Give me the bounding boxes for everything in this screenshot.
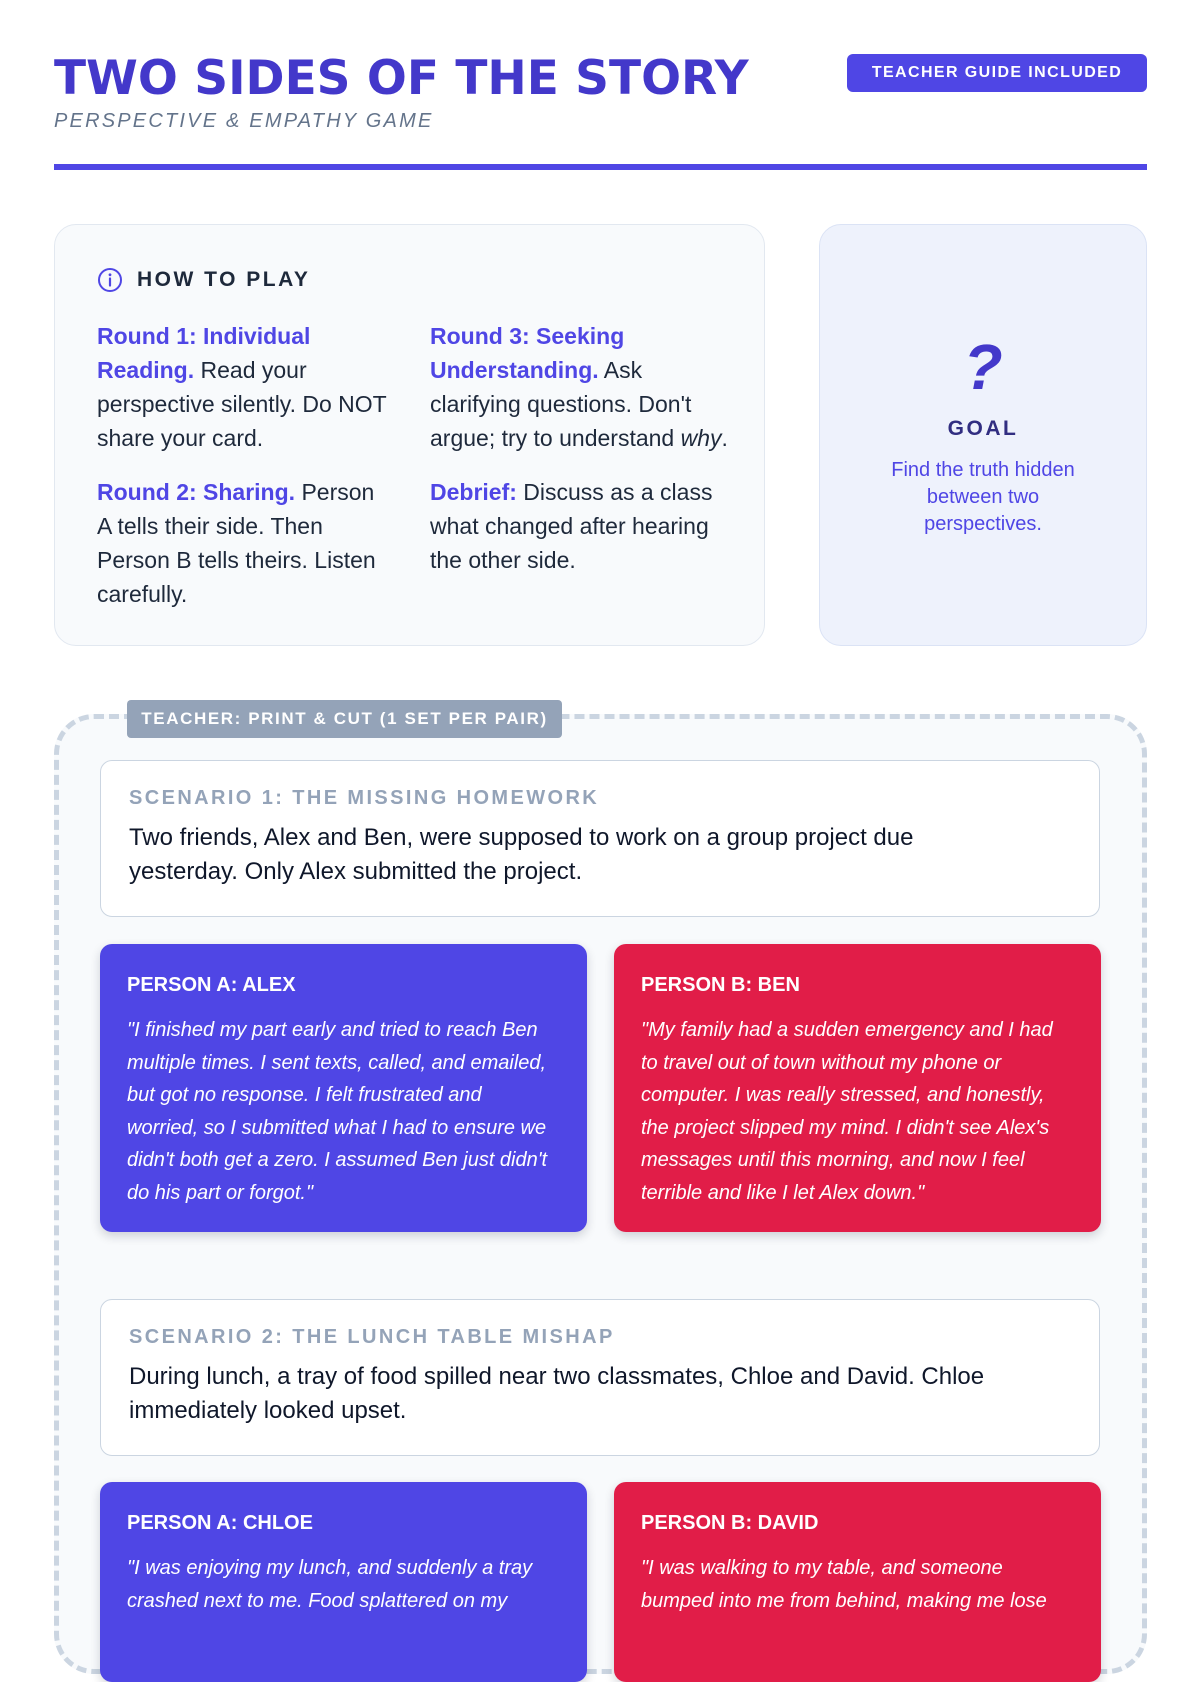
person-a-card	[100, 1482, 587, 1682]
rule-round-3	[430, 319, 730, 455]
person-label: PERSON B: DAVID	[641, 1512, 819, 1534]
header	[54, 50, 1147, 170]
rule-debrief	[430, 475, 730, 577]
rules-column-left	[97, 319, 393, 631]
person-quote: "I was enjoying my lunch, and suddenly a tray crashed next to me. Food splattered on my	[127, 1557, 533, 1612]
how-to-play-title: HOW TO PLAY	[137, 268, 311, 291]
rule-text: Person A tells their side. Then Person B tells theirs. Listen carefully.	[97, 479, 376, 607]
goal-text: Find the truth hidden between two perspectives.	[891, 459, 1075, 535]
page-subtitle: PERSPECTIVE & EMPATHY GAME	[54, 110, 434, 132]
goal-label: GOAL	[947, 417, 1019, 440]
scenario-label: SCENARIO 2: THE LUNCH TABLE MISHAP	[129, 1326, 615, 1348]
rule-heading: Round 3: Seeking Understanding.	[430, 323, 625, 383]
rule-heading: Round 1: Individual Reading.	[97, 323, 311, 383]
rule-text: Read your perspective silently. Do NOT share your card.	[97, 357, 387, 451]
teacher-guide-badge: TEACHER GUIDE INCLUDED	[847, 54, 1147, 92]
print-cut-tab: TEACHER: PRINT & CUT (1 SET PER PAIR)	[127, 700, 562, 738]
person-quote: "I finished my part early and tried to reach Ben multiple times. I sent texts, called, and emailed, but got no response. I felt frustrated and worried, so I submitted what I had to ensure we didn't both get a zero. I assumed Ben just didn't do his part or forgot."	[127, 1019, 548, 1204]
scenario-card	[100, 760, 1100, 917]
scenario-label: SCENARIO 1: THE MISSING HOMEWORK	[129, 787, 600, 809]
rule-round-2	[97, 475, 393, 611]
rule-heading: Debrief:	[430, 479, 517, 505]
how-to-play-panel	[54, 224, 765, 646]
how-to-play-header	[97, 265, 310, 295]
rule-tail: .	[721, 425, 728, 451]
rule-text: Discuss as a class what changed after hearing the other side.	[430, 479, 713, 573]
rule-text: Ask clarifying questions. Don't argue; try to understand	[430, 357, 692, 451]
rule-round-1	[97, 319, 393, 455]
rules-column-right	[430, 319, 730, 597]
rule-emphasis: why	[680, 425, 722, 451]
scenario-text: During lunch, a tray of food spilled near two classmates, Chloe and David. Chloe immediately looked upset.	[129, 1363, 985, 1424]
scenario-card	[100, 1299, 1100, 1456]
question-mark-icon: ?	[963, 331, 1003, 403]
person-label: PERSON A: CHLOE	[127, 1512, 313, 1534]
person-quote: "My family had a sudden emergency and I had to travel out of town without my phone or computer. I was really stressed, and honestly, the project slipped my mind. I didn't see Alex's messages until this morning, and now I feel terrible and like I let Alex down."	[641, 1019, 1053, 1204]
person-label: PERSON A: ALEX	[127, 974, 296, 996]
person-label: PERSON B: BEN	[641, 974, 800, 996]
goal-panel	[819, 224, 1147, 646]
person-b-card	[614, 944, 1101, 1232]
scenario-text: Two friends, Alex and Ben, were supposed to work on a group project due yesterday. Only Alex submitted the project.	[129, 824, 914, 885]
rule-heading: Round 2: Sharing.	[97, 479, 296, 505]
person-a-card	[100, 944, 587, 1232]
info-icon	[97, 267, 123, 293]
person-quote: "I was walking to my table, and someone bumped into me from behind, making me lose	[641, 1557, 1047, 1612]
page-title: TWO SIDES OF THE STORY	[54, 51, 749, 106]
header-divider	[54, 164, 1147, 170]
person-b-card	[614, 1482, 1101, 1682]
